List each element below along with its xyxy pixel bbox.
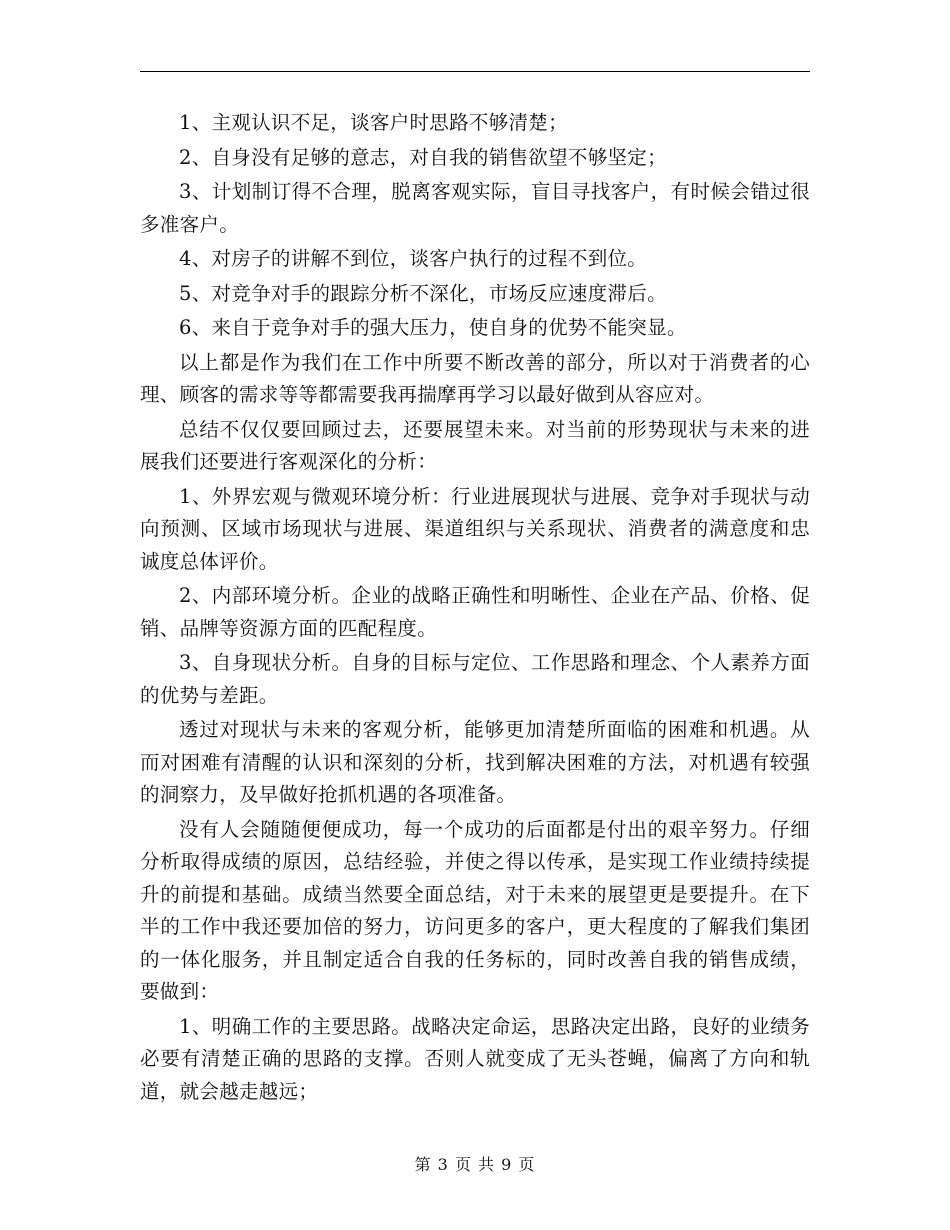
header-rule [140,71,810,72]
paragraph: 总结不仅仅要回顾过去，还要展望未来。对当前的形势现状与未来的进展我们还要进行客观深化的分析： [140,417,810,473]
paragraph: 1、明确工作的主要思路。战略决定命运，思路决定出路，良好的业绩务必要有清楚正确的思路的支撑。否则人就变成了无头苍蝇，偏离了方向和轨道，就会越走越远； [140,1014,810,1103]
document-body [140,107,810,1110]
paragraph: 1、主观认识不足，谈客户时思路不够清楚； [179,111,568,134]
paragraph: 2、内部环境分析。企业的战略正确性和明晰性、企业在产品、价格、促销、品牌等资源方面的匹配程度。 [140,584,810,640]
paragraph: 1、外界宏观与微观环境分析：行业进展现状与进展、竞争对手现状与动向预测、区域市场现状与进展、渠道组织与关系现状、消费者的满意度和忠诚度总体评价。 [140,484,810,573]
paragraph: 5、对竞争对手的跟踪分析不深化，市场反应速度滞后。 [179,281,667,305]
paragraph: 3、自身现状分析。自身的目标与定位、工作思路和理念、个人素养方面的优势与差距。 [140,651,810,707]
page-number-footer: 第 3 页 共 9 页 [414,1155,536,1174]
paragraph: 6、来自于竞争对手的强大压力，使自身的优势不能突显。 [179,316,687,339]
paragraph: 没有人会随随便便成功，每一个成功的后面都是付出的艰辛努力。仔细分析取得成绩的原因，总结经验，并使之得以传承，是实现工作业绩持续提升的前提和基础。成绩当然要全面总结，对于未来的展望更是要提升。在下半的工作中我还要加倍的努力，访问更多的客户，更大程度的了解我们集团的一体化服务，并且制定适合自我的任务标的，同时改善自我的销售成绩，要做到： [140,817,810,1003]
paragraph: 2、自身没有足够的意志，对自我的销售欲望不够坚定； [179,145,667,169]
paragraph: 透过对现状与未来的客观分析，能够更加清楚所面临的困难和机遇。从而对困难有清醒的认识和深刻的分析，找到解决困难的方法，对机遇有较强的洞察力，及早做好抢抓机遇的各项准备。 [140,718,810,806]
paragraph: 4、对房子的讲解不到位，谈客户执行的过程不到位。 [179,247,648,270]
paragraph: 3、计划制订得不合理，脱离客观实际，盲目寻找客户，有时候会错过很多准客户。 [140,180,810,236]
paragraph: 以上都是作为我们在工作中所要不断改善的部分，所以对于消费者的心理、顾客的需求等等都需要我再揣摩再学习以最好做到从容应对。 [140,350,810,406]
